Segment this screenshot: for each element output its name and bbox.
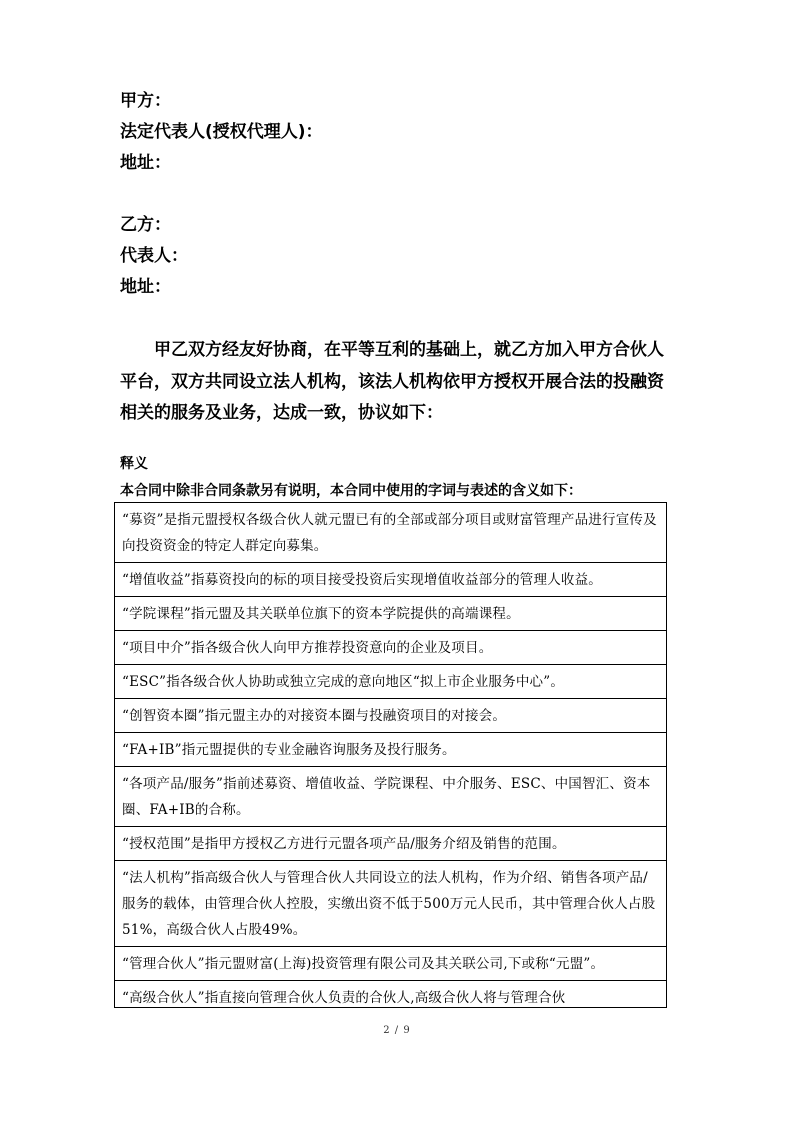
table-row — [115, 981, 667, 1008]
party-a-block — [120, 86, 323, 179]
party-b-block — [120, 210, 188, 303]
party-b-rep-label: 代表人： — [120, 246, 188, 266]
definition-cell — [115, 631, 667, 665]
table-row — [115, 631, 667, 665]
party-b-address-label: 地址： — [120, 277, 171, 297]
table-row — [115, 733, 667, 767]
table-row — [115, 861, 667, 947]
table-row — [115, 665, 667, 699]
definition-cell — [115, 861, 667, 947]
definition-cell — [115, 947, 667, 981]
definition-text: “授权范围”是指甲方授权乙方进行元盟各项产品/服务介绍及销售的范围。 — [122, 836, 566, 852]
party-a-address-label: 地址： — [120, 153, 171, 173]
table-row — [115, 947, 667, 981]
definition-text: “高级合伙人”指直接向管理合伙人负责的合伙人,高级合伙人将与管理合伙 — [122, 990, 566, 1006]
definition-text: “学院课程”指元盟及其关联单位旗下的资本学院提供的高端课程。 — [122, 606, 520, 622]
definition-text: “管理合伙人”指元盟财富(上海)投资管理有限公司及其关联公司,下或称“元盟”。 — [122, 956, 605, 972]
definitions-subtitle: 本合同中除非合同条款另有说明，本合同中使用的字词与表述的含义如下： — [120, 483, 582, 499]
definition-text: “ESC”指各级合伙人协助或独立完成的意向地区“拟上市企业服务中心”。 — [122, 674, 565, 690]
definition-cell — [115, 767, 667, 827]
definition-cell — [115, 563, 667, 597]
table-row — [115, 597, 667, 631]
definition-cell — [115, 981, 667, 1008]
definition-cell — [115, 665, 667, 699]
table-row — [115, 503, 667, 563]
definition-cell — [115, 827, 667, 861]
definition-text: “项目中介”指各级合伙人向甲方推荐投资意向的企业及项目。 — [122, 640, 493, 656]
party-a-label: 甲方： — [120, 91, 171, 111]
table-row — [115, 827, 667, 861]
definition-text: “募资”是指元盟授权各级合伙人就元盟已有的全部或部分项目或财富管理产品进行宣传及向投资资金的特定人群定向募集。 — [122, 512, 657, 554]
definition-cell — [115, 699, 667, 733]
definition-cell — [115, 597, 667, 631]
definitions-title: 释义 — [120, 456, 148, 472]
definition-cell — [115, 503, 667, 563]
definition-text: “创智资本圈”指元盟主办的对接资本圈与投融资项目的对接会。 — [122, 708, 507, 724]
definitions-table — [114, 502, 667, 1008]
definition-text: “各项产品/服务”指前述募资、增值收益、学院课程、中介服务、ESC、中国智汇、资本圈、FA+IB的合称。 — [122, 776, 651, 818]
intro-paragraph: 甲乙双方经友好协商，在平等互利的基础上，就乙方加入甲方合伙人平台，双方共同设立法人机构，该法人机构依甲方授权开展合法的投融资相关的服务及业务，达成一致，协议如下： — [120, 340, 664, 423]
definition-text: “增值收益”指募资投向的标的项目接受投资后实现增值收益部分的管理人收益。 — [122, 572, 603, 588]
table-row — [115, 699, 667, 733]
table-row — [115, 563, 667, 597]
page-number: 2 / 9 — [383, 1025, 411, 1036]
table-row — [115, 767, 667, 827]
party-b-label: 乙方： — [120, 215, 171, 235]
definition-cell — [115, 733, 667, 767]
definition-text: “FA+IB”指元盟提供的专业金融咨询服务及投行服务。 — [122, 742, 456, 758]
party-a-legal-rep-label: 法定代表人(授权代理人)： — [120, 122, 323, 142]
definition-text: “法人机构”指高级合伙人与管理合伙人共同设立的法人机构，作为介绍、销售各项产品/服务的载体，由管理合伙人控股，实缴出资不低于500万元人民币，其中管理合伙人占股51%，高级合伙人占股49%。 — [122, 870, 656, 938]
